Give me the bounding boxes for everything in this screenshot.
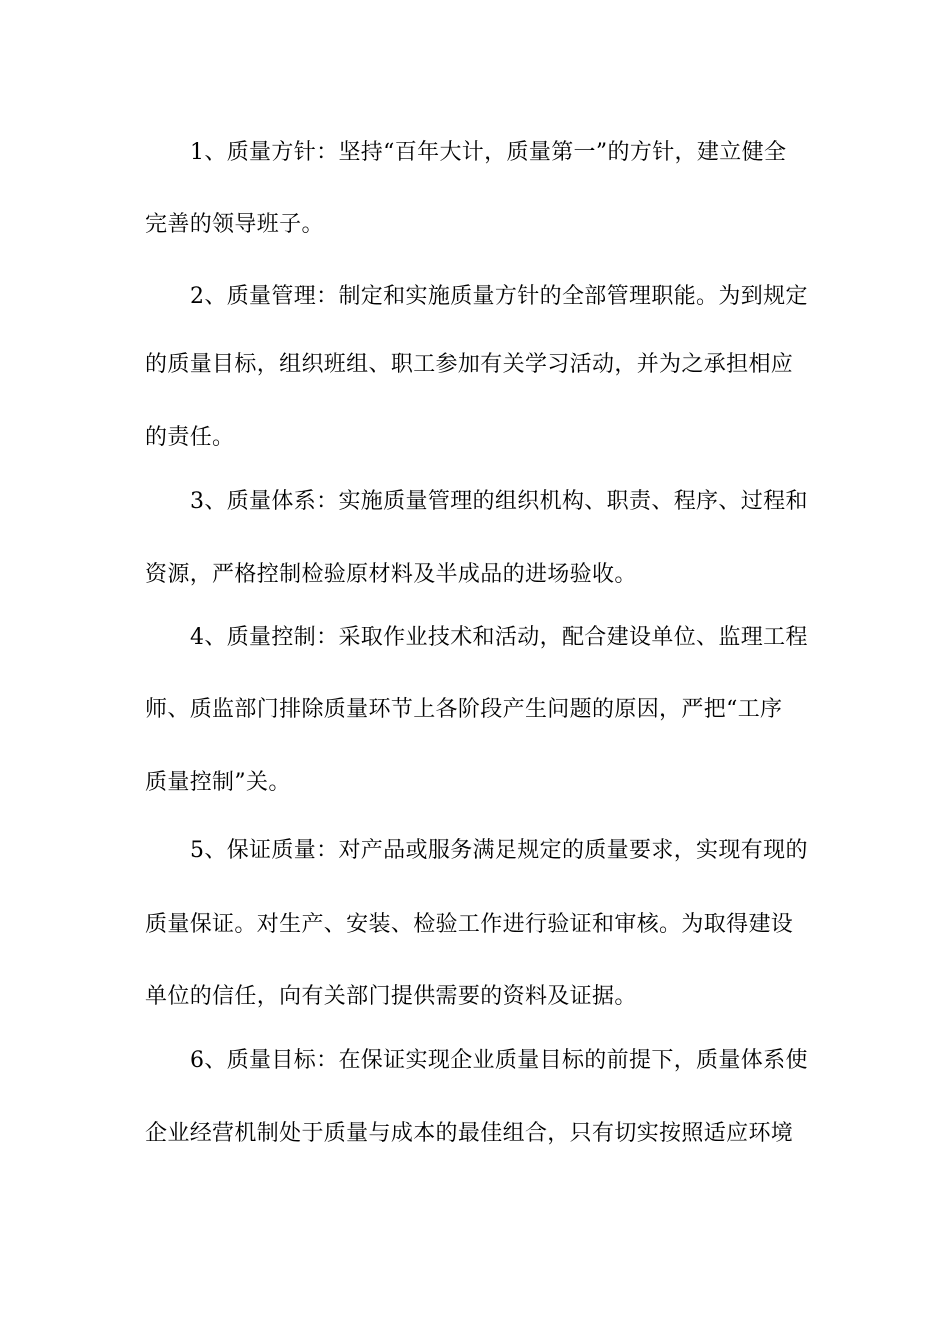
- text-line: 师、质监部门排除质量环节上各阶段产生问题的原因，严把“工序: [145, 697, 783, 722]
- text-line: 企业经营机制处于质量与成本的最佳组合，只有切实按照适应环境: [145, 1121, 794, 1146]
- text-line: 4、质量控制：采取作业技术和活动，配合建设单位、监理工程: [190, 625, 808, 650]
- text-line: 质量保证。对生产、安装、检验工作进行验证和审核。为取得建设: [145, 912, 794, 937]
- text-line: 5、保证质量：对产品或服务满足规定的质量要求，实现有现的: [190, 838, 808, 863]
- text-line: 单位的信任，向有关部门提供需要的资料及证据。: [145, 984, 637, 1009]
- text-line: 资源，严格控制检验原材料及半成品的进场验收。: [145, 562, 637, 587]
- text-line: 完善的领导班子。: [145, 212, 324, 237]
- text-line: 6、质量目标：在保证实现企业质量目标的前提下，质量体系使: [190, 1048, 808, 1073]
- text-line: 的责任。: [145, 425, 235, 450]
- text-line: 2、质量管理：制定和实施质量方针的全部管理职能。为到规定: [190, 284, 808, 309]
- text-line: 的质量目标，组织班组、职工参加有关学习活动，并为之承担相应: [145, 352, 794, 377]
- text-line: 质量控制”关。: [145, 770, 291, 795]
- text-line: 1、质量方针：坚持“百年大计，质量第一”的方针，建立健全: [190, 140, 787, 165]
- text-line: 3、质量体系：实施质量管理的组织机构、职责、程序、过程和: [190, 489, 808, 514]
